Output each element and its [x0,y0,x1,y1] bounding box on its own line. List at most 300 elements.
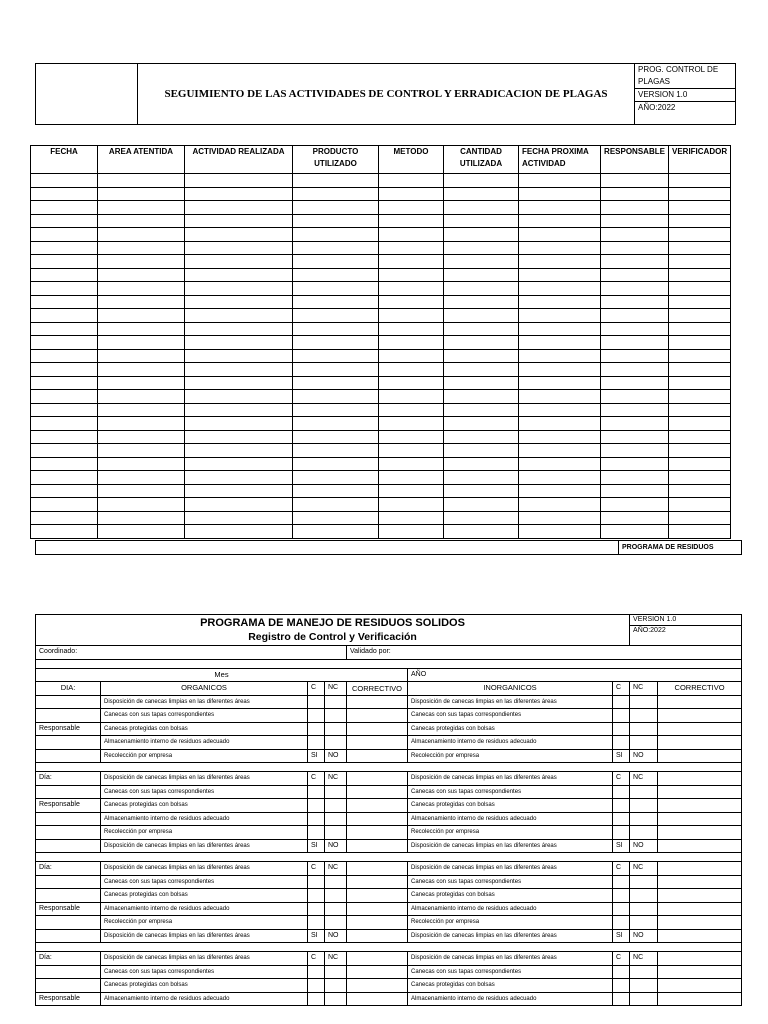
check-cell[interactable] [308,979,325,993]
check-cell[interactable] [630,799,658,813]
activity-cell[interactable] [379,201,444,215]
activity-cell[interactable] [379,430,444,444]
activity-cell[interactable] [519,417,601,431]
check-cell[interactable] [325,992,347,1006]
activity-cell[interactable] [31,295,98,309]
activity-cell[interactable] [379,255,444,269]
activity-cell[interactable] [669,471,731,485]
activity-cell[interactable] [379,187,444,201]
check-cell[interactable] [613,916,630,930]
activity-cell[interactable] [98,403,185,417]
check-cell[interactable] [325,709,347,723]
activity-cell[interactable] [185,484,293,498]
activity-cell[interactable] [31,241,98,255]
activity-cell[interactable] [185,511,293,525]
activity-cell[interactable] [519,363,601,377]
activity-cell[interactable] [185,309,293,323]
correctivo-cell[interactable] [658,812,742,826]
activity-cell[interactable] [98,457,185,471]
activity-cell[interactable] [379,484,444,498]
correctivo-cell[interactable] [658,929,742,943]
activity-cell[interactable] [31,214,98,228]
activity-cell[interactable] [293,525,379,539]
activity-cell[interactable] [31,430,98,444]
activity-cell[interactable] [31,228,98,242]
activity-cell[interactable] [293,430,379,444]
check-cell[interactable] [325,979,347,993]
activity-cell[interactable] [379,349,444,363]
activity-cell[interactable] [31,201,98,215]
activity-cell[interactable] [293,336,379,350]
activity-cell[interactable] [31,268,98,282]
activity-cell[interactable] [185,187,293,201]
activity-cell[interactable] [98,309,185,323]
correctivo-cell[interactable] [347,749,408,763]
correctivo-cell[interactable] [658,722,742,736]
activity-cell[interactable] [293,363,379,377]
check-cell[interactable] [308,889,325,903]
check-cell[interactable] [308,965,325,979]
activity-cell[interactable] [185,471,293,485]
check-cell[interactable] [630,709,658,723]
activity-cell[interactable] [601,241,669,255]
check-cell[interactable] [613,889,630,903]
activity-cell[interactable] [31,255,98,269]
check-cell[interactable] [308,785,325,799]
activity-cell[interactable] [669,457,731,471]
activity-cell[interactable] [98,322,185,336]
activity-cell[interactable] [185,241,293,255]
check-cell[interactable] [613,992,630,1006]
activity-cell[interactable] [379,241,444,255]
correctivo-cell[interactable] [658,749,742,763]
activity-cell[interactable] [601,484,669,498]
activity-cell[interactable] [519,430,601,444]
activity-cell[interactable] [379,457,444,471]
activity-cell[interactable] [519,214,601,228]
activity-cell[interactable] [98,349,185,363]
activity-cell[interactable] [31,525,98,539]
correctivo-cell[interactable] [347,965,408,979]
correctivo-cell[interactable] [658,916,742,930]
correctivo-cell[interactable] [347,875,408,889]
check-cell[interactable] [613,902,630,916]
activity-cell[interactable] [519,498,601,512]
activity-cell[interactable] [98,336,185,350]
correctivo-cell[interactable] [658,736,742,750]
activity-cell[interactable] [98,187,185,201]
check-cell[interactable] [325,889,347,903]
correctivo-cell[interactable] [658,839,742,853]
activity-cell[interactable] [601,444,669,458]
check-cell[interactable] [613,965,630,979]
activity-cell[interactable] [293,390,379,404]
check-cell[interactable] [630,812,658,826]
activity-cell[interactable] [601,268,669,282]
correctivo-cell[interactable] [347,929,408,943]
activity-cell[interactable] [31,363,98,377]
activity-cell[interactable] [379,498,444,512]
activity-cell[interactable] [379,471,444,485]
check-cell[interactable] [613,979,630,993]
check-cell[interactable] [630,965,658,979]
activity-cell[interactable] [293,511,379,525]
activity-cell[interactable] [31,336,98,350]
activity-cell[interactable] [98,268,185,282]
correctivo-cell[interactable] [347,785,408,799]
activity-cell[interactable] [669,484,731,498]
activity-cell[interactable] [601,336,669,350]
check-cell[interactable] [308,916,325,930]
correctivo-cell[interactable] [347,709,408,723]
activity-cell[interactable] [669,295,731,309]
activity-cell[interactable] [379,363,444,377]
check-cell[interactable] [613,736,630,750]
activity-cell[interactable] [31,444,98,458]
check-cell[interactable] [325,736,347,750]
activity-cell[interactable] [31,187,98,201]
correctivo-cell[interactable] [347,695,408,709]
check-cell[interactable] [630,902,658,916]
check-cell[interactable] [325,916,347,930]
activity-cell[interactable] [519,349,601,363]
activity-cell[interactable] [293,268,379,282]
activity-cell[interactable] [379,309,444,323]
activity-cell[interactable] [669,390,731,404]
activity-cell[interactable] [379,174,444,188]
activity-cell[interactable] [98,228,185,242]
activity-cell[interactable] [669,174,731,188]
correctivo-cell[interactable] [347,979,408,993]
check-cell[interactable] [613,812,630,826]
activity-cell[interactable] [519,376,601,390]
activity-cell[interactable] [293,295,379,309]
activity-cell[interactable] [185,430,293,444]
correctivo-cell[interactable] [658,826,742,840]
activity-cell[interactable] [444,525,519,539]
activity-cell[interactable] [601,525,669,539]
activity-cell[interactable] [293,376,379,390]
check-cell[interactable] [325,812,347,826]
correctivo-cell[interactable] [347,839,408,853]
activity-cell[interactable] [31,457,98,471]
activity-cell[interactable] [379,417,444,431]
activity-cell[interactable] [293,417,379,431]
activity-cell[interactable] [669,228,731,242]
check-cell[interactable] [325,695,347,709]
activity-cell[interactable] [519,444,601,458]
activity-cell[interactable] [444,457,519,471]
check-cell[interactable] [325,826,347,840]
activity-cell[interactable] [601,214,669,228]
check-cell[interactable] [308,799,325,813]
activity-cell[interactable] [293,471,379,485]
activity-cell[interactable] [601,295,669,309]
activity-cell[interactable] [444,430,519,444]
activity-cell[interactable] [185,403,293,417]
check-cell[interactable] [308,736,325,750]
activity-cell[interactable] [601,228,669,242]
activity-cell[interactable] [669,336,731,350]
activity-cell[interactable] [601,363,669,377]
correctivo-cell[interactable] [658,952,742,966]
activity-cell[interactable] [98,484,185,498]
activity-cell[interactable] [519,457,601,471]
activity-cell[interactable] [669,322,731,336]
activity-cell[interactable] [185,228,293,242]
check-cell[interactable] [630,979,658,993]
activity-cell[interactable] [31,471,98,485]
activity-cell[interactable] [379,336,444,350]
activity-cell[interactable] [379,525,444,539]
activity-cell[interactable] [601,511,669,525]
check-cell[interactable] [325,902,347,916]
activity-cell[interactable] [31,174,98,188]
correctivo-cell[interactable] [347,799,408,813]
activity-cell[interactable] [444,403,519,417]
correctivo-cell[interactable] [347,862,408,876]
activity-cell[interactable] [98,525,185,539]
activity-cell[interactable] [519,336,601,350]
correctivo-cell[interactable] [658,902,742,916]
activity-cell[interactable] [31,403,98,417]
activity-cell[interactable] [444,295,519,309]
correctivo-cell[interactable] [347,772,408,786]
activity-cell[interactable] [669,525,731,539]
activity-cell[interactable] [185,268,293,282]
correctivo-cell[interactable] [658,862,742,876]
activity-cell[interactable] [379,511,444,525]
check-cell[interactable] [630,736,658,750]
check-cell[interactable] [613,875,630,889]
activity-cell[interactable] [185,417,293,431]
activity-cell[interactable] [185,390,293,404]
check-cell[interactable] [630,889,658,903]
activity-cell[interactable] [444,390,519,404]
check-cell[interactable] [325,799,347,813]
check-cell[interactable] [630,916,658,930]
check-cell[interactable] [308,875,325,889]
activity-cell[interactable] [519,511,601,525]
activity-cell[interactable] [444,349,519,363]
check-cell[interactable] [308,992,325,1006]
activity-cell[interactable] [519,484,601,498]
activity-cell[interactable] [519,255,601,269]
activity-cell[interactable] [379,282,444,296]
activity-cell[interactable] [601,403,669,417]
activity-cell[interactable] [98,282,185,296]
activity-cell[interactable] [601,417,669,431]
activity-cell[interactable] [293,187,379,201]
correctivo-cell[interactable] [347,952,408,966]
check-cell[interactable] [613,709,630,723]
activity-cell[interactable] [444,511,519,525]
check-cell[interactable] [308,902,325,916]
check-cell[interactable] [308,826,325,840]
check-cell[interactable] [613,826,630,840]
activity-cell[interactable] [519,525,601,539]
correctivo-cell[interactable] [658,965,742,979]
activity-cell[interactable] [379,268,444,282]
activity-cell[interactable] [379,444,444,458]
activity-cell[interactable] [444,376,519,390]
activity-cell[interactable] [185,444,293,458]
activity-cell[interactable] [293,174,379,188]
activity-cell[interactable] [601,430,669,444]
correctivo-cell[interactable] [658,785,742,799]
activity-cell[interactable] [185,282,293,296]
activity-cell[interactable] [31,417,98,431]
activity-cell[interactable] [293,498,379,512]
activity-cell[interactable] [98,363,185,377]
check-cell[interactable] [325,965,347,979]
activity-cell[interactable] [601,174,669,188]
activity-cell[interactable] [519,268,601,282]
check-cell[interactable] [308,709,325,723]
activity-cell[interactable] [31,484,98,498]
activity-cell[interactable] [444,471,519,485]
activity-cell[interactable] [98,417,185,431]
activity-cell[interactable] [519,309,601,323]
correctivo-cell[interactable] [347,722,408,736]
activity-cell[interactable] [98,255,185,269]
activity-cell[interactable] [444,282,519,296]
activity-cell[interactable] [379,228,444,242]
activity-cell[interactable] [185,336,293,350]
check-cell[interactable] [308,695,325,709]
correctivo-cell[interactable] [658,992,742,1006]
activity-cell[interactable] [185,349,293,363]
activity-cell[interactable] [31,511,98,525]
activity-cell[interactable] [444,201,519,215]
activity-cell[interactable] [31,309,98,323]
activity-cell[interactable] [444,484,519,498]
activity-cell[interactable] [293,457,379,471]
correctivo-cell[interactable] [347,826,408,840]
activity-cell[interactable] [98,390,185,404]
activity-cell[interactable] [444,268,519,282]
activity-cell[interactable] [601,255,669,269]
activity-cell[interactable] [98,430,185,444]
activity-cell[interactable] [293,201,379,215]
activity-cell[interactable] [669,430,731,444]
activity-cell[interactable] [669,268,731,282]
activity-cell[interactable] [444,228,519,242]
activity-cell[interactable] [519,187,601,201]
activity-cell[interactable] [669,349,731,363]
activity-cell[interactable] [444,174,519,188]
activity-cell[interactable] [669,282,731,296]
activity-cell[interactable] [669,403,731,417]
check-cell[interactable] [613,785,630,799]
correctivo-cell[interactable] [347,916,408,930]
activity-cell[interactable] [185,174,293,188]
check-cell[interactable] [613,695,630,709]
correctivo-cell[interactable] [658,772,742,786]
activity-cell[interactable] [601,471,669,485]
activity-cell[interactable] [519,471,601,485]
activity-cell[interactable] [98,201,185,215]
activity-cell[interactable] [98,295,185,309]
activity-cell[interactable] [379,322,444,336]
activity-cell[interactable] [98,241,185,255]
activity-cell[interactable] [379,403,444,417]
activity-cell[interactable] [669,201,731,215]
activity-cell[interactable] [444,309,519,323]
check-cell[interactable] [325,722,347,736]
check-cell[interactable] [630,785,658,799]
activity-cell[interactable] [31,498,98,512]
activity-cell[interactable] [519,241,601,255]
activity-cell[interactable] [444,444,519,458]
activity-cell[interactable] [293,349,379,363]
check-cell[interactable] [630,992,658,1006]
activity-cell[interactable] [293,255,379,269]
check-cell[interactable] [630,826,658,840]
activity-cell[interactable] [98,471,185,485]
check-cell[interactable] [308,812,325,826]
activity-cell[interactable] [601,187,669,201]
activity-cell[interactable] [669,309,731,323]
check-cell[interactable] [613,799,630,813]
activity-cell[interactable] [31,322,98,336]
correctivo-cell[interactable] [658,695,742,709]
activity-cell[interactable] [601,349,669,363]
activity-cell[interactable] [98,511,185,525]
activity-cell[interactable] [444,322,519,336]
activity-cell[interactable] [98,376,185,390]
activity-cell[interactable] [669,511,731,525]
activity-cell[interactable] [601,309,669,323]
activity-cell[interactable] [601,201,669,215]
activity-cell[interactable] [601,376,669,390]
activity-cell[interactable] [669,241,731,255]
activity-cell[interactable] [519,403,601,417]
activity-cell[interactable] [444,417,519,431]
activity-cell[interactable] [293,282,379,296]
activity-cell[interactable] [669,187,731,201]
activity-cell[interactable] [293,241,379,255]
check-cell[interactable] [325,785,347,799]
activity-cell[interactable] [444,363,519,377]
correctivo-cell[interactable] [347,736,408,750]
activity-cell[interactable] [293,309,379,323]
activity-cell[interactable] [185,322,293,336]
correctivo-cell[interactable] [347,812,408,826]
activity-cell[interactable] [31,376,98,390]
activity-cell[interactable] [519,322,601,336]
activity-cell[interactable] [185,255,293,269]
activity-cell[interactable] [601,322,669,336]
activity-cell[interactable] [379,295,444,309]
activity-cell[interactable] [293,228,379,242]
check-cell[interactable] [630,722,658,736]
check-cell[interactable] [630,875,658,889]
activity-cell[interactable] [293,322,379,336]
activity-cell[interactable] [31,282,98,296]
activity-cell[interactable] [98,444,185,458]
activity-cell[interactable] [601,282,669,296]
activity-cell[interactable] [185,376,293,390]
activity-cell[interactable] [519,228,601,242]
activity-cell[interactable] [669,255,731,269]
activity-cell[interactable] [31,349,98,363]
activity-cell[interactable] [444,241,519,255]
activity-cell[interactable] [185,201,293,215]
activity-cell[interactable] [669,376,731,390]
activity-cell[interactable] [519,174,601,188]
activity-cell[interactable] [185,525,293,539]
